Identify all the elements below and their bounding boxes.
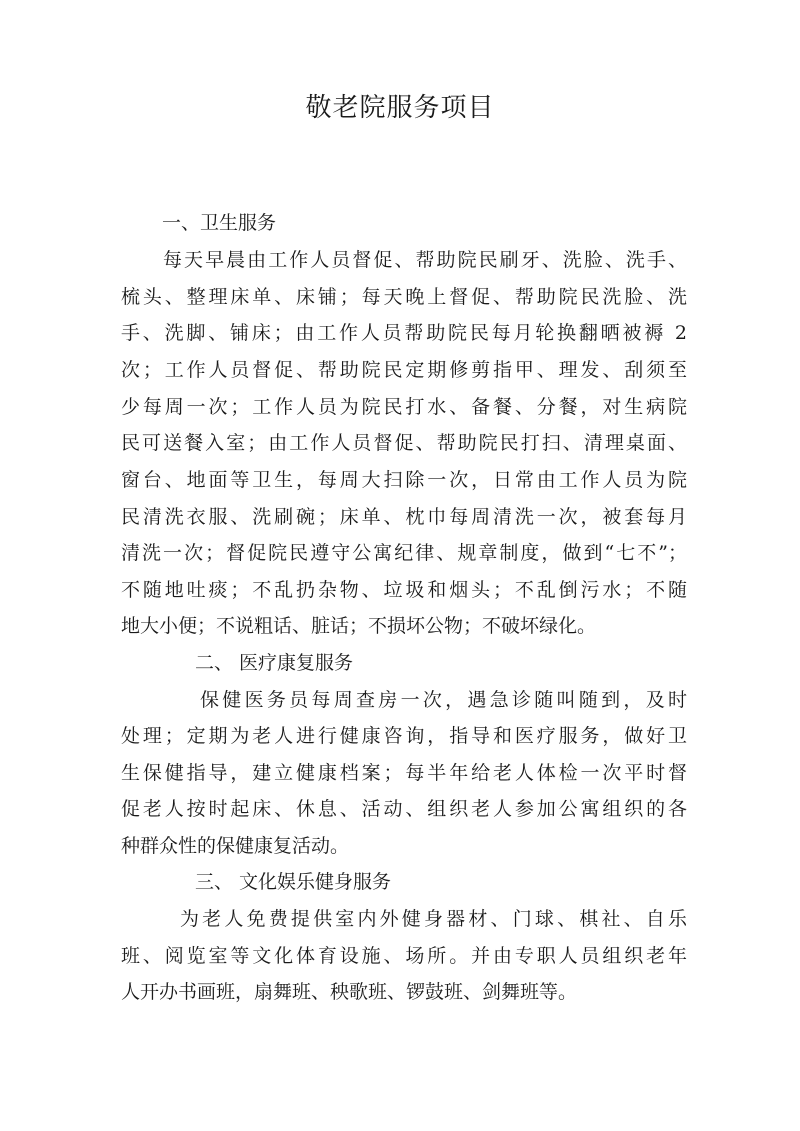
paragraph-line: 人开办书画班，扇舞班、秧歌班、锣鼓班、剑舞班等。 (121, 981, 578, 1003)
section-heading-hygiene: 一、卫生服务 (162, 212, 277, 234)
paragraph-line: 促老人按时起床、休息、活动、组织老人参加公寓组织的各 (121, 798, 687, 820)
paragraph-line: 不随地吐痰；不乱扔杂物、垃圾和烟头；不乱倒污水；不随 (121, 579, 687, 601)
paragraph-line: 窗台、地面等卫生，每周大扫除一次，日常由工作人员为院 (121, 469, 687, 491)
paragraph-line: 梳头、整理床单、床铺；每天晚上督促、帮助院民洗脸、洗 (121, 286, 687, 308)
paragraph-line: 种群众性的保健康复活动。 (121, 835, 350, 857)
paragraph-line: 手、洗脚、铺床；由工作人员帮助院民每月轮换翻晒被褥 2 (121, 322, 687, 344)
paragraph-line: 为老人免费提供室内外健身器材、门球、棋社、自乐 (180, 908, 687, 930)
paragraph-line: 次；工作人员督促、帮助院民定期修剪指甲、理发、刮须至 (121, 359, 687, 381)
paragraph-line: 民可送餐入室；由工作人员督促、帮助院民打扫、清理桌面、 (121, 432, 687, 454)
paragraph-line: 民清洗衣服、洗刷碗；床单、枕巾每周清洗一次，被套每月 (121, 506, 687, 528)
section-heading-recreation: 三、 文化娱乐健身服务 (195, 871, 392, 893)
paragraph-line: 班、阅览室等文化体育设施、场所。并由专职人员组织老年 (121, 945, 687, 967)
paragraph-line: 保健医务员每周查房一次，遇急诊随叫随到，及时 (200, 689, 687, 711)
paragraph-line: 地大小便；不说粗话、脏话；不损坏公物；不破坏绿化。 (121, 615, 597, 637)
section-heading-medical: 二、 医疗康复服务 (195, 652, 354, 674)
paragraph-line: 清洗一次；督促院民遵守公寓纪律、规章制度，做到“七不”； (121, 542, 687, 564)
paragraph-line: 少每周一次；工作人员为院民打水、备餐、分餐，对生病院 (121, 396, 687, 418)
page-title: 敬老院服务项目 (305, 93, 495, 123)
paragraph-line: 处理；定期为老人进行健康咨询，指导和医疗服务，做好卫 (121, 725, 687, 747)
paragraph-line: 每天早晨由工作人员督促、帮助院民刷牙、洗脸、洗手、 (163, 249, 687, 271)
paragraph-line: 生保健指导，建立健康档案；每半年给老人体检一次平时督 (121, 762, 687, 784)
